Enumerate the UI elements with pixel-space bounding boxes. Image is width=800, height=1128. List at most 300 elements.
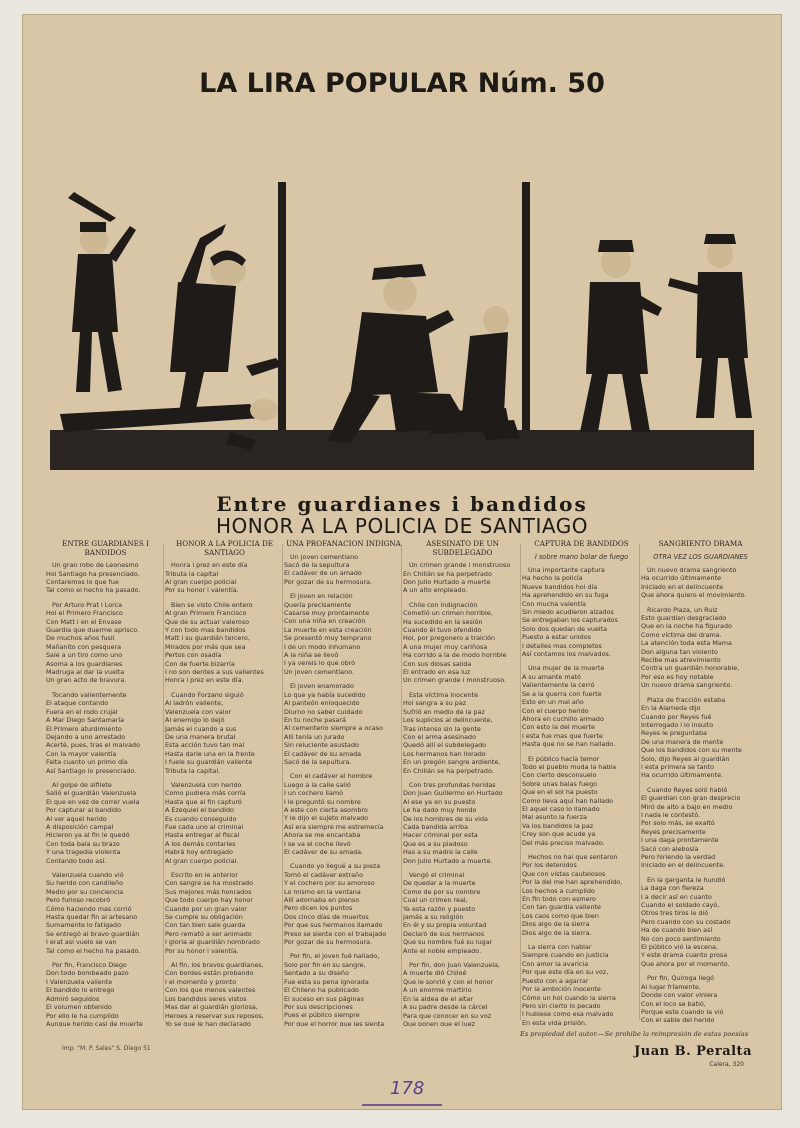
verse-line: Al lugar fríamente, (641, 982, 701, 991)
verse-line: Por su honor i valentía. (165, 586, 239, 595)
verse-line: Hoi el Primero Francisco (46, 609, 123, 618)
verse-line: El público vió la escena, (641, 943, 718, 952)
verse-line: Allí adornaba en pienso (284, 896, 360, 905)
verse-line: Una importante captura (528, 566, 605, 574)
verse-line: Con el arma asesinado (403, 732, 477, 741)
verse-line: Fue esta su pena ignorada (284, 977, 369, 986)
verse-line: Con esto la del muerte (522, 723, 595, 732)
verse-line: Plaza de fracción estaba (647, 695, 726, 704)
verse-line: Quería precisamente (284, 600, 352, 609)
verse-line: Fuera en el rodo crujal (46, 707, 118, 716)
verse-line: No con poco sentimiento (641, 934, 721, 943)
verse-line: Ha de cuando bien así (641, 926, 713, 935)
verse-line: Que todo cuerpo hay honor (165, 896, 253, 905)
verse-line: Pero hiriendo la verdad (641, 853, 716, 861)
verse-line: Al gran cuerpo policial. (165, 856, 239, 865)
verse-line: Con el cuerpo herido (522, 706, 589, 715)
verse-line: Salió el guardián Valenzuela (46, 789, 137, 798)
verse-line: Hasta quedar fin al artesano (46, 913, 138, 922)
verse-line: A la niña se llevó (284, 651, 339, 660)
verse-line: A un alto empleado. (403, 586, 468, 595)
verse-line: Con Matt i en el Envase (46, 617, 122, 626)
verse-line: Mal asunto la fuerza (522, 813, 587, 822)
verse-line: Por gozar de su hermosura. (284, 938, 373, 947)
stanza (522, 566, 641, 658)
verse-line: Con una niña en creación (284, 617, 366, 626)
poem-column (522, 540, 641, 1026)
verse-line: El joven en relación (290, 592, 353, 601)
verse-line: Aunque herido casi de muerte (46, 1019, 143, 1026)
verse-line: A Ezequiel el bandido (165, 806, 234, 815)
verse-line: Por fin, Francisco Diego (52, 961, 127, 970)
verse-line: De muchos años fusil (46, 634, 115, 643)
verse-line: Por ello le ha cumplido (46, 1011, 119, 1020)
verse-line: Así era siempre me estremecía (284, 822, 384, 831)
verse-line: Le ha dado muy hondo (403, 806, 477, 815)
pencil-underline (362, 1104, 442, 1106)
verse-line: Sin reluciente asustado (284, 741, 359, 750)
verse-line: Habrá hoy entregado (165, 848, 233, 857)
verse-line: Ha hecho la policía (522, 574, 583, 583)
printer-imprint: Imp. "M. P. Sales" S. Diego 51 (62, 1045, 151, 1052)
stanza (641, 974, 760, 1026)
verse-line: El ataque contando (46, 699, 109, 708)
verse-line: El aquel caso lo llamado (522, 804, 600, 813)
verse-line: La atención toda esta Mama (641, 639, 732, 648)
poem-title: ASESINATO DE UN SUBDELEGADO (426, 540, 499, 557)
verse-line: Con sangre se ha mostrado (165, 879, 254, 888)
verse-line: Don alguna tan violento (641, 647, 718, 656)
verse-line: Por eso es hoy notable (641, 672, 714, 681)
stanza (165, 781, 284, 865)
verse-line: La muerte en esta creación (284, 625, 372, 634)
verse-line: I hubiese como esa malvado (522, 1010, 614, 1019)
verse-line: Como víctima del drama. (641, 630, 722, 639)
verse-line: Sacó de la sepultura. (284, 757, 352, 766)
verse-line: Reyes precisamente (641, 827, 706, 836)
verse-line: Sale a un tiro como uno (46, 651, 123, 660)
figures-panel-left (60, 192, 282, 450)
poem-column (165, 540, 284, 1026)
verse-line: Como lleva aquí han hallado (522, 796, 614, 805)
verse-line: I esta primera se tanto (641, 762, 715, 771)
poem-title: ENTRE GUARDIANES I BANDIDOS (62, 540, 149, 557)
verse-line: Declaró de sus hermanos (403, 929, 485, 938)
stanza (46, 601, 165, 685)
verse-line: Hasta que al fin capturó (165, 797, 242, 806)
verse-line: Don Juan Guillermo en Hurtado (403, 789, 503, 798)
stanza (641, 696, 760, 780)
verse-line: El cadáver de su amada (284, 749, 362, 758)
verse-line: Yo se que le han declarado (165, 1019, 251, 1026)
verse-line: Tal como el hecho ha pasado. (46, 586, 141, 595)
stanza (522, 755, 641, 847)
verse-line: En la Alameda dijo (641, 704, 701, 713)
verse-line: Recibe mas atrevimiento (641, 656, 721, 665)
verse-line: Que en el sol ha puesto (522, 788, 598, 797)
verse-line: Cuando Forzano siguió (171, 690, 244, 699)
verse-line: A este con cierta asombro (284, 805, 368, 814)
verse-line: Por que este día en su voz, (522, 968, 609, 977)
stanza (46, 961, 165, 1026)
verse-line: Valenzuela cuando vió (52, 871, 124, 879)
verse-line: Con el loco se batió, (641, 999, 706, 1008)
verse-line: Que su nombre fué su lugar (403, 938, 493, 947)
subtitle: Entre guardianes i bandidos (216, 492, 588, 516)
verse-line: Solo dos quedan de vuelta (522, 624, 608, 633)
verse-line: Una mujer de la muerte (528, 664, 605, 673)
verse-line: I le preguntó su nombre (284, 797, 361, 806)
verse-line: Que los bandidos con su mente (641, 746, 742, 755)
stanza (284, 772, 403, 856)
verse-line: Cuando el soldado cayó, (641, 901, 720, 910)
stanza (403, 871, 522, 955)
verse-line: Con mucha valentía (522, 599, 586, 608)
verse-line: Mirados por más que sea (165, 642, 246, 651)
verse-line: I se va el coche llevó (284, 839, 351, 848)
verse-line: Nueve bandidos hoi día (522, 582, 598, 591)
verse-line: Contaremos lo que fue (46, 578, 119, 586)
verse-line: Por la del me han aprehendido, (522, 878, 623, 887)
verse-line: Lo mismo en la ventana (284, 887, 361, 896)
stanza (284, 682, 403, 766)
verse-line: Reyes le preguntaba (641, 729, 707, 738)
verse-line: Al gran Primero Francisco (165, 609, 247, 618)
verse-line: Que con vistas cautelosos (522, 869, 606, 878)
verse-line: Ha aprehendido en su fuga (522, 591, 609, 600)
verse-line: Cada bandida arriba (403, 822, 469, 831)
verse-line: Diurno no saber cuidado (284, 707, 363, 716)
verse-line: Al ver aquel herido (46, 814, 107, 823)
verse-line: Mañanito con pesquera (46, 642, 122, 651)
poem-title: CAPTURA DE BANDIDOS (534, 540, 629, 548)
verse-line: I un cochero llamó (284, 789, 343, 798)
verse-line: Por solo más, se exaltó (641, 819, 715, 828)
poem-column (46, 540, 165, 1026)
verse-line: En tu noche pasará (284, 715, 346, 724)
verse-line: Por gozar de su hermosura. (284, 577, 373, 586)
verse-line: Honra i prez en este día. (165, 676, 244, 685)
verse-line: Dios algo de la sierra (522, 920, 590, 929)
poem-title: SANGRIENTO DRAMA (658, 540, 743, 548)
verse-line: La daga con fiereza (641, 884, 704, 893)
stanza (46, 561, 165, 595)
column-divider (520, 544, 521, 1020)
poem-title: HONOR A LA POLICIA DE SANTIAGO (176, 540, 273, 557)
verse-line: Un crimen grande i monstruoso. (403, 676, 507, 685)
broadside-sheet (22, 14, 782, 1110)
verse-line: Con el cadáver el hombre (290, 772, 373, 781)
stanza (165, 561, 284, 595)
verse-line: Tal como el hecho ha pasado. (46, 946, 141, 955)
verse-line: Esto en un mal año (522, 698, 584, 707)
verse-line: La sierra con hablar (528, 943, 592, 952)
verse-line: El suceso en sus páginas (284, 994, 364, 1003)
stanza (522, 664, 641, 748)
verse-line: Por que el horror que les sienta (284, 1019, 385, 1026)
verse-line: Jamás a su religión (403, 913, 464, 922)
poem-columns (46, 540, 758, 1026)
verse-line: Cuando él tuvo ofendido (403, 626, 482, 635)
verse-line: Tributa la capital (165, 569, 219, 578)
verse-line: Mas dar al guardián gloriosa, (165, 1003, 258, 1012)
verse-line: Que es a su piadoso (403, 839, 468, 848)
verse-line: Cómo un hoi cuando la sierra (522, 993, 616, 1002)
verse-line: En esta vida prisión. (522, 1018, 587, 1026)
publisher-name: Juan B. Peralta (634, 1044, 752, 1059)
verse-line: El cadáver de un amado (284, 569, 362, 578)
verse-line: Siempre cuando en justicia (522, 951, 609, 960)
verse-line: Al gran cuerpo policial (165, 578, 237, 586)
verse-line: Los caos como que bien (522, 911, 599, 920)
verse-line: Pero cuando con su costado (641, 917, 731, 926)
verse-line: Pero furioso recobró (46, 896, 111, 905)
verse-line: Con el sable del herido (641, 1016, 715, 1025)
verse-line: Puesto con a agarrar (522, 976, 589, 985)
verse-line: Por fin, el joven fué hallado, (290, 952, 380, 961)
verse-line: I no son dentes a sus valientes (165, 668, 264, 677)
verse-line: Valientemente la cerró (522, 681, 595, 690)
verse-line: Por fin, don Juan Valenzuela, (409, 961, 500, 970)
verse-line: Tocando valientemente (52, 690, 127, 699)
verse-line: A Mar Diego Santamaría (46, 716, 125, 725)
verse-line: I a decir así en cuanto (641, 892, 712, 901)
verse-line: A disposición campal (46, 822, 114, 831)
verse-line: Es cuando conseguido (165, 814, 237, 823)
verse-line: Quedó allí el subdelegado (403, 741, 487, 750)
stanza (403, 561, 522, 595)
poem-column (641, 540, 760, 1026)
verse-line: Puesto a estar unidos (522, 633, 591, 642)
stanza (641, 566, 760, 600)
verse-line: Cómo haciendo mas corrió (46, 904, 132, 913)
verse-line: De los hombres de su vida (403, 814, 488, 823)
verse-line: Escrito en le anterior (171, 871, 238, 879)
verse-line: Esta víctima inocente (409, 690, 479, 699)
column-divider (163, 544, 164, 1020)
verse-line: Tomó el cadáver extraño (284, 870, 364, 879)
stanza (165, 961, 284, 1026)
stanza (46, 871, 165, 955)
verse-line: Has a su madre la calle (403, 848, 478, 857)
stanza (284, 592, 403, 676)
verse-line: Pero sin cierto lo pecado (522, 1001, 601, 1010)
verse-line: Tributa la capital. (165, 766, 221, 775)
verse-line: Al panteón enloquecido (284, 699, 360, 708)
verse-line: Sus mejores más honrados (165, 887, 252, 896)
verse-line: Contando todo así. (46, 856, 107, 865)
verse-line: Por sus descripciones (284, 1002, 353, 1011)
verse-line: Pero remató a ser animado (165, 929, 252, 938)
verse-line: Así contamos los malvados. (522, 650, 611, 659)
verse-line: Por capturar al bandido (46, 806, 121, 815)
verse-line: I el momento y pronto (165, 977, 237, 986)
figures-panel-middle (328, 264, 520, 444)
verse-line: Todo el pueblo muda la habla (522, 762, 616, 771)
poem-subtitle: OTRA VEZ LOS GUARDIANES (653, 552, 748, 561)
verse-line: Un joven cementiano. (284, 667, 354, 676)
verse-line: Por fin, Quiroga llegó (647, 974, 715, 983)
verse-line: Al ese ya en su puesto (403, 797, 476, 806)
verse-line: Pertos con osadía (165, 651, 222, 660)
verse-line: Otros tres tiros le dió (641, 909, 709, 918)
verse-line: Así Santiago lo presenciado. (46, 766, 137, 775)
verse-line: Que ponen que el juez (403, 1019, 475, 1026)
verse-line: Que ahora por el momento. (641, 959, 730, 968)
verse-line: Iniciado en el delincuente. (641, 861, 726, 870)
verse-line: Cuando por Reyes fué (641, 712, 712, 721)
verse-line: Dejando a uno arrestado (46, 732, 126, 741)
verse-line: Madruga al dar la vuelta (46, 668, 125, 677)
verse-line: Heroes a reservar sus reposos, (165, 1011, 264, 1020)
copyright-note: Es propiedad del autor.—Se prohibe la reimpresión de estas poesías (520, 1030, 749, 1038)
verse-line: Iniciado en el delincuente (641, 582, 724, 591)
headline: HONOR A LA POLICIA DE SANTIAGO (216, 514, 588, 538)
verse-line: Fue cada uno al criminal (165, 822, 244, 831)
verse-line: Chile con indignación (409, 600, 478, 609)
verse-line: Hasta darle una en la frente (165, 749, 255, 758)
verse-line: I detalles mas completos (522, 641, 602, 650)
verse-line: Con toda bala su brazo (46, 839, 120, 848)
verse-line: Los hechos a cumplido (522, 886, 595, 895)
verse-line: Solo por fin en su sangre, (284, 960, 366, 969)
verse-line: Que ahora quiero el movimiento. (641, 591, 747, 600)
verse-line: Ha ocurrido últimamente. (641, 771, 724, 780)
verse-line: Asoma a los guardianes (46, 659, 123, 668)
verse-line: En Chillán se ha perpetrado. (403, 766, 494, 775)
verse-line: Un crimen grande i monstruoso (409, 561, 511, 570)
verse-line: Ha corrido a la de modo horrible (403, 651, 507, 660)
verse-line: Ha sucedido en la sesión (403, 617, 483, 626)
verse-line: Que en la noche ha figurado (641, 622, 732, 631)
verse-line: Pero dicen los puntos (284, 904, 353, 913)
verse-line: Como de por su nombre (403, 887, 481, 896)
verse-line: Esto guardian desgraciado (641, 614, 727, 623)
ground-band (50, 430, 754, 470)
verse-line: Con tan bien sale guarda (165, 921, 246, 930)
verse-line: A los demás contarles (165, 839, 236, 848)
stanza (641, 606, 760, 690)
verse-line: A su amante mató (522, 672, 581, 681)
panel-divider-right (522, 182, 530, 442)
verse-line: Y con todo mas bandidos (165, 626, 246, 635)
verse-line: Se cumple su obligación (165, 913, 243, 922)
verse-line: Como pudiera más corría (165, 789, 246, 798)
verse-line: Luego a la calle salió (284, 780, 351, 789)
handwritten-catalog-number: 178 (390, 1078, 425, 1099)
verse-line: Y el cochero por su amoroso (284, 879, 375, 888)
column-divider (401, 544, 402, 1020)
verse-line: Y le dijo el sujeto malvado (284, 814, 369, 823)
verse-line: Acerté, pues, tras el malvado (46, 741, 140, 750)
verse-line: En la garganta le hundió (647, 875, 726, 884)
verse-line: Solo, dijo Reyes al guardián (641, 754, 730, 763)
woodcut-illustration (50, 182, 754, 482)
verse-line: Donde con valor viniera (641, 991, 718, 1000)
verse-line: Con sus diosas salida (403, 659, 472, 668)
verse-line: Ahora se me encantaba (284, 831, 361, 840)
poem-title: UNA PROFANACION INDIGNA (286, 540, 401, 548)
verse-line: Su herido con candileño (46, 879, 124, 888)
verse-line: Sumamente lo fatigado (46, 921, 122, 930)
column-divider (282, 544, 283, 1020)
verse-line: Al fin, los bravos guardianes, (171, 961, 264, 970)
verse-line: Los hermanos han llorado (403, 749, 486, 758)
masthead-title: LA LIRA POPULAR Núm. 50 (199, 68, 605, 99)
verse-line: Al ladrón valiente, (165, 699, 224, 708)
verse-line: Hicieron ya al fin le quedó (46, 831, 130, 840)
verse-line: Sacó de la sepultura (284, 561, 350, 569)
stanza (46, 691, 165, 775)
verse-line: Un nuevo drama sangriento. (641, 681, 733, 690)
verse-line: En fin todo con esmero (522, 895, 596, 904)
verse-line: Contra un guardián honorable, (641, 664, 740, 673)
verse-line: Va los bandidos la paz (522, 821, 594, 830)
verse-line: Valenzuela con valor (165, 707, 232, 716)
verse-line: Al enemigo lo dejó (165, 716, 225, 725)
verse-line: I Valenzuela valiente (46, 977, 113, 986)
verse-line: Pues el público siempre (284, 1011, 360, 1020)
verse-line: Ante el noble empleado. (403, 946, 482, 955)
verse-line: Dios algo de la sierra. (522, 928, 592, 937)
verse-line: Sobre unas balas fuego (522, 779, 598, 788)
stanza (522, 853, 641, 937)
verse-line: Que le sonrió y con el honor (403, 977, 494, 986)
verse-line: Un gran robo de Leonesmo (52, 561, 139, 570)
verse-line: El joven enamorado (290, 682, 354, 691)
panel-divider-left (278, 182, 286, 442)
verse-line: Don Julio Hurtado a muerte (403, 578, 491, 586)
verse-line: Interrogado i lo insulto (641, 720, 714, 729)
verse-line: Cual un crimen real, (403, 896, 468, 905)
verse-line: Allí tenía un jurado (284, 732, 345, 741)
verse-line: Ya esta razón y puesto (403, 904, 476, 913)
verse-line: A su padre desde la cárcel (403, 1003, 488, 1012)
verse-line: En Chillán se ha perpetrado (403, 569, 492, 578)
verse-line: Se entregó al bravo guardián (46, 929, 140, 938)
stanza (403, 601, 522, 685)
verse-line: Con la mayor valentía (46, 749, 117, 758)
verse-line: Miró de alto a bajo en medio (641, 802, 733, 811)
verse-line: Al cementerio siempre a ocaso (284, 724, 383, 733)
verse-line: El volumen obtenido (46, 1003, 112, 1012)
verse-line: El Primero aturdimiento (46, 724, 122, 733)
verse-line: Para que conocer en su voz (403, 1011, 492, 1020)
verse-line: En un pregón sangre ardiente, (403, 758, 501, 767)
verse-line: Con bordes están probando (165, 969, 254, 978)
verse-line: Con tan guardia valiente (522, 903, 601, 912)
verse-line: Guardia que duerme aprisco. (46, 626, 140, 635)
verse-line: Al golpe de alfilete (52, 780, 112, 789)
verse-line: Casarse muy prontamente (284, 609, 370, 618)
verse-line: Ahora en cuchillo armado (522, 714, 604, 723)
verse-line: Un nuevo drama sangriento (647, 566, 737, 574)
stanza (522, 943, 641, 1026)
verse-line: I de un modo inhumano (284, 642, 361, 651)
verse-line: Se presentó muy temprano (284, 634, 372, 643)
stanza (403, 691, 522, 775)
verse-line: De una manera brutal (165, 732, 236, 741)
verse-line: Los suplicios al delincuente, (403, 716, 493, 725)
verse-line: Y una tragedia violenta (46, 848, 121, 857)
verse-line: Se a la guerra con fuerte (522, 689, 602, 698)
verse-line: Del más preciso malvado. (522, 838, 605, 847)
verse-line: Lo que ya había sucedido (284, 690, 366, 699)
verse-line: Con tres profundas heridas (409, 780, 496, 789)
verse-line: Por los detenidos (522, 861, 577, 870)
verse-line: Hechos no hai que sentaron (528, 853, 618, 861)
verse-line: Por la ambición inocente (522, 985, 601, 994)
